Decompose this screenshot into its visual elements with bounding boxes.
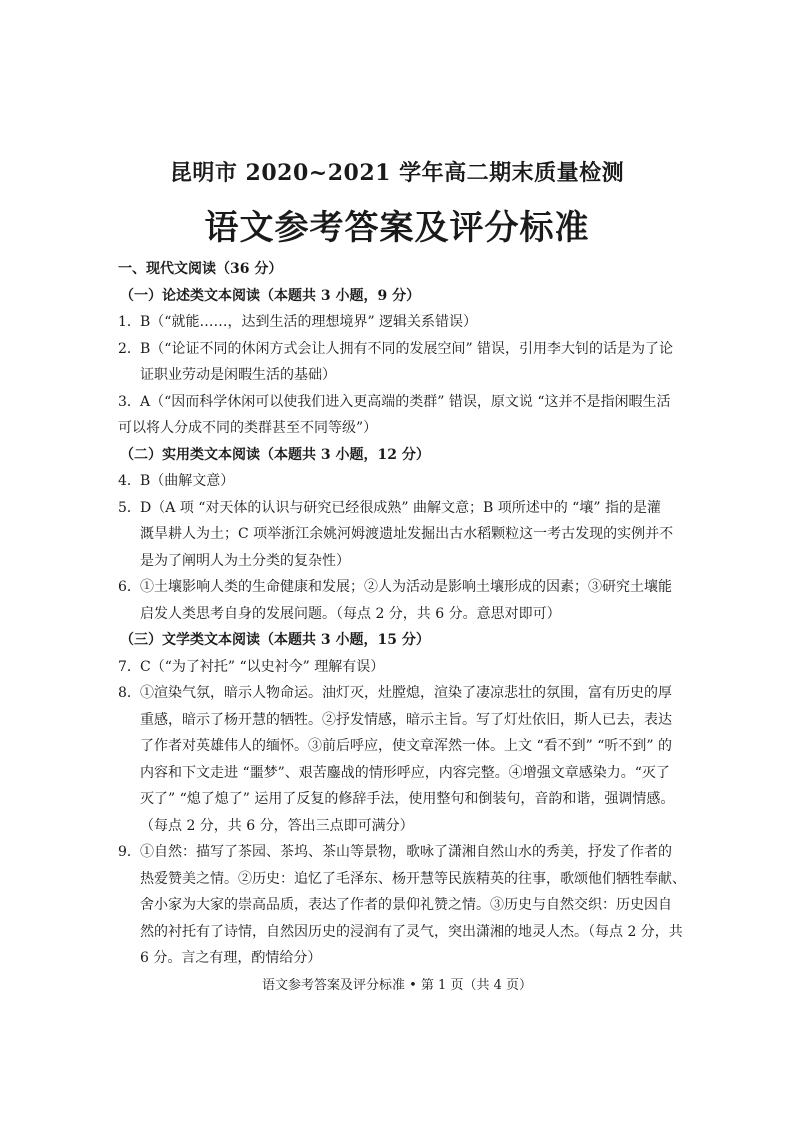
answer-continuation: 灭了” “熄了熄了” 运用了反复的修辞手法，使用整句和倒装句，音韵和谐，强调情感。 <box>140 791 675 807</box>
item-number: 2． <box>118 340 141 357</box>
answer-text: A（“因而科学休闲可以使我们进入更高端的类群” 错误，原文说 “这并不是指闲暇生活 <box>140 393 671 410</box>
section-heading: 一、现代文阅读（36 分） <box>118 261 283 277</box>
answer-item-5 <box>118 495 678 522</box>
answer-continuation: 溉旱耕人为土；C 项举浙江余姚河姆渡遗址发掘出古水稻颗粒这一考古发现的实例并不 <box>140 526 674 542</box>
item-number: 6． <box>118 579 141 595</box>
item-number: 3． <box>118 393 141 410</box>
part-heading: （三）文学类文本阅读（本题共 3 小题，15 分） <box>120 632 430 648</box>
answer-text: ①土壤影响人类的生命健康和发展；②人为活动是影响土壤形成的因素；③研究土壤能 <box>140 579 672 595</box>
answer-item-4 <box>118 468 678 495</box>
answer-text: B（“就能……，达到生活的理想境界” 逻辑关系错误） <box>140 314 478 330</box>
answer-continuation: 是为了阐明人为土分类的复杂性） <box>140 552 350 569</box>
answer-continuation: 重感，暗示了杨开慧的牺牲。②抒发情感，暗示主旨。写了灯灶依旧，斯人已去，表达 <box>140 711 672 728</box>
answer-item-1 <box>118 309 678 336</box>
exam-title: 昆明市 2020~2021 学年高二期末质量检测 <box>169 160 625 186</box>
item-number: 7． <box>118 658 141 675</box>
answer-text: C（“为了衬托” “以史衬今” 理解有误） <box>140 658 385 675</box>
item-number: 4． <box>118 473 141 489</box>
answer-text: ①自然：描写了茶园、茶坞、茶山等景物，歌咏了潇湘自然山水的秀美，抒发了作者的 <box>140 844 672 860</box>
answer-item-6 <box>118 574 678 601</box>
item-number: 5． <box>118 499 141 516</box>
answer-continuation: 证职业劳动是闲暇生活的基础） <box>140 367 336 383</box>
answer-item-9 <box>118 839 678 866</box>
answer-continuation: 可以将人分成不同的类群甚至不同等级”） <box>118 420 378 436</box>
item-number: 9． <box>118 844 141 860</box>
answer-text: D（A 项 “对天体的认识与研究已经很成熟” 曲解文意；B 项所述中的 “壤” 指的是灌 <box>140 499 661 516</box>
page-footer: 语文参考答案及评分标准 • 第 1 页（共 4 页） <box>261 978 532 993</box>
answer-continuation: 启发人类思考自身的发展问题。（每点 2 分，共 6 分。意思对即可） <box>140 605 561 622</box>
answer-text: B（“论证不同的休闲方式会让人拥有不同的发展空间” 错误，引用李大钊的话是为了论 <box>140 340 674 357</box>
answer-item-2 <box>118 336 678 363</box>
answer-continuation: 了作者对英雄伟人的缅怀。③前后呼应，使文章浑然一体。上文 “看不到” “听不到” 的 <box>140 738 672 754</box>
part-heading: （一）论述类文本阅读（本题共 3 小题，9 分） <box>120 287 421 304</box>
answer-continuation: 热爱赞美之情。②历史：追忆了毛泽东、杨开慧等民族精英的往事，歌颂他们牺牲奉献、 <box>140 870 686 887</box>
answer-item-3 <box>118 389 678 416</box>
item-number: 8． <box>118 685 141 701</box>
answer-body <box>118 256 686 972</box>
answer-continuation: 然的衬托有了诗情，自然因历史的浸润有了灵气，突出潇湘的地灵人杰。（每点 2 分，共 <box>140 923 683 940</box>
answer-text: B（曲解文意） <box>140 473 235 489</box>
answer-item-8 <box>118 680 678 707</box>
answer-continuation: 内容和下文走进 “噩梦”、艰苦鏖战的情形呼应，内容完整。④增强文章感染力。“灭了 <box>140 764 670 781</box>
answer-continuation: 6 分。言之有理，酌情给分） <box>140 950 322 966</box>
document-title: 语文参考答案及评分标准 <box>204 208 590 248</box>
answer-text: ①渲染气氛，暗示人物命运。油灯灭，灶膛熄，渲染了凄凉悲壮的氛围，富有历史的厚 <box>140 685 672 701</box>
answer-item-7 <box>118 654 678 681</box>
answer-continuation: 舍小家为大家的崇高品质，表达了作者的景仰礼赞之情。③历史与自然交织：历史因自 <box>140 897 672 913</box>
item-number: 1． <box>118 314 141 330</box>
part-heading: （二）实用类文本阅读（本题共 3 小题，12 分） <box>120 446 430 463</box>
answer-continuation: （每点 2 分，共 6 分，答出三点即可满分） <box>140 817 414 834</box>
